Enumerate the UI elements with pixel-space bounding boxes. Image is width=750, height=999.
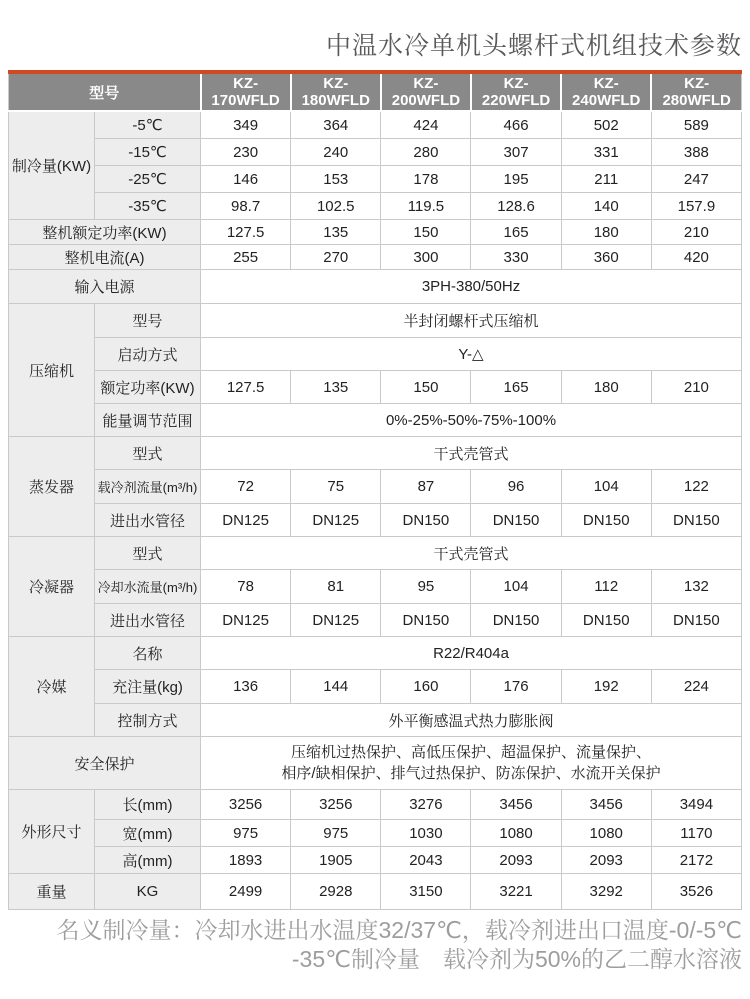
cooling-value: 589 xyxy=(651,111,741,139)
weight-value: 3150 xyxy=(381,874,471,910)
cooling-value: 466 xyxy=(471,111,561,139)
compressor-label: 压缩机 xyxy=(9,304,95,437)
compressor-power-label: 额定功率(KW) xyxy=(95,371,201,404)
cond-pipe-value: DN125 xyxy=(201,604,291,637)
coolant-flow-value: 122 xyxy=(651,470,741,504)
height-value: 2172 xyxy=(651,847,741,874)
coolant-flow-value: 75 xyxy=(291,470,381,504)
cooling-water-flow-value: 81 xyxy=(291,570,381,604)
rated-power-label: 整机额定功率(KW) xyxy=(9,220,201,245)
cooling-row xyxy=(9,193,742,220)
cooling-value: 211 xyxy=(561,166,651,193)
current-value: 270 xyxy=(291,245,381,270)
cooling-temp-label: -25℃ xyxy=(95,166,201,193)
condenser-row xyxy=(9,604,742,637)
height-label: 高(mm) xyxy=(95,847,201,874)
energy-range-value: 0%-25%-50%-75%-100% xyxy=(201,404,742,437)
cooling-value: 240 xyxy=(291,139,381,166)
coolant-flow-value: 72 xyxy=(201,470,291,504)
rated-power-row xyxy=(9,220,742,245)
condenser-label: 冷凝器 xyxy=(9,537,95,637)
refrigerant-name-value: R22/R404a xyxy=(201,637,742,670)
cooling-value: 128.6 xyxy=(471,193,561,220)
evap-pipe-value: DN150 xyxy=(561,504,651,537)
height-value: 1905 xyxy=(291,847,381,874)
evaporator-type-value: 干式壳管式 xyxy=(201,437,742,470)
evaporator-row xyxy=(9,504,742,537)
width-value: 975 xyxy=(201,820,291,847)
dimension-row xyxy=(9,847,742,874)
footnote xyxy=(56,916,742,974)
width-value: 1030 xyxy=(381,820,471,847)
cooling-temp-label: -35℃ xyxy=(95,193,201,220)
model-name: KZ-240WFLD xyxy=(561,74,651,111)
compressor-power-value: 135 xyxy=(291,371,381,404)
cooling-value: 247 xyxy=(651,166,741,193)
dimension-row xyxy=(9,820,742,847)
evaporator-row xyxy=(9,437,742,470)
rated-power-value: 135 xyxy=(291,220,381,245)
evap-pipe-value: DN125 xyxy=(291,504,381,537)
cooling-value: 98.7 xyxy=(201,193,291,220)
rated-power-value: 180 xyxy=(561,220,651,245)
weight-value: 2499 xyxy=(201,874,291,910)
cooling-water-flow-value: 95 xyxy=(381,570,471,604)
height-value: 2093 xyxy=(471,847,561,874)
evaporator-label: 蒸发器 xyxy=(9,437,95,537)
compressor-power-value: 180 xyxy=(561,371,651,404)
rated-power-value: 210 xyxy=(651,220,741,245)
power-supply-label: 输入电源 xyxy=(9,270,201,304)
evaporator-type-label: 型式 xyxy=(95,437,201,470)
cooling-water-flow-value: 132 xyxy=(651,570,741,604)
rated-power-value: 165 xyxy=(471,220,561,245)
cooling-row xyxy=(9,139,742,166)
evap-pipe-value: DN150 xyxy=(651,504,741,537)
refrigerant-row xyxy=(9,637,742,670)
weight-value: 3292 xyxy=(561,874,651,910)
cooling-value: 119.5 xyxy=(381,193,471,220)
compressor-power-value: 127.5 xyxy=(201,371,291,404)
cooling-value: 102.5 xyxy=(291,193,381,220)
length-value: 3456 xyxy=(561,790,651,820)
cond-pipe-value: DN125 xyxy=(291,604,381,637)
condenser-type-label: 型式 xyxy=(95,537,201,570)
evap-pipe-label: 进出水管径 xyxy=(95,504,201,537)
model-header-label: 型号 xyxy=(9,74,201,111)
current-row xyxy=(9,245,742,270)
power-supply-value: 3PH-380/50Hz xyxy=(201,270,742,304)
length-value: 3276 xyxy=(381,790,471,820)
rated-power-value: 150 xyxy=(381,220,471,245)
coolant-flow-value: 104 xyxy=(561,470,651,504)
cond-pipe-value: DN150 xyxy=(651,604,741,637)
cooling-value: 178 xyxy=(381,166,471,193)
length-value: 3256 xyxy=(201,790,291,820)
coolant-flow-label: 载冷剂流量(m³/h) xyxy=(95,470,201,504)
cooling-value: 307 xyxy=(471,139,561,166)
compressor-row xyxy=(9,304,742,338)
cooling-value: 331 xyxy=(561,139,651,166)
current-value: 360 xyxy=(561,245,651,270)
width-value: 1080 xyxy=(561,820,651,847)
model-name: KZ-170WFLD xyxy=(201,74,291,111)
cooling-value: 364 xyxy=(291,111,381,139)
evap-pipe-value: DN125 xyxy=(201,504,291,537)
weight-label: 重量 xyxy=(9,874,95,910)
evap-pipe-value: DN150 xyxy=(381,504,471,537)
compressor-model-label: 型号 xyxy=(95,304,201,338)
width-value: 975 xyxy=(291,820,381,847)
length-label: 长(mm) xyxy=(95,790,201,820)
coolant-flow-value: 87 xyxy=(381,470,471,504)
footnote-line-1: 名义制冷量：冷却水进出水温度32/37℃，载冷剂进出口温度-0/-5℃ xyxy=(56,917,742,943)
safety-value xyxy=(201,737,742,790)
cooling-water-flow-value: 78 xyxy=(201,570,291,604)
condenser-row xyxy=(9,537,742,570)
condenser-type-value: 干式壳管式 xyxy=(201,537,742,570)
cooling-value: 349 xyxy=(201,111,291,139)
cooling-row xyxy=(9,111,742,139)
cooling-value: 388 xyxy=(651,139,741,166)
charge-value: 160 xyxy=(381,670,471,704)
charge-value: 144 xyxy=(291,670,381,704)
compressor-row xyxy=(9,404,742,437)
page-title: 中温水冷单机头螺杆式机组技术参数 xyxy=(325,32,742,60)
compressor-row xyxy=(9,338,742,371)
weight-value: 3221 xyxy=(471,874,561,910)
start-mode-value: Y-△ xyxy=(201,338,742,371)
cond-pipe-value: DN150 xyxy=(471,604,561,637)
compressor-power-value: 210 xyxy=(651,371,741,404)
height-value: 2093 xyxy=(561,847,651,874)
control-mode-value: 外平衡感温式热力膨胀阀 xyxy=(201,704,742,737)
control-mode-label: 控制方式 xyxy=(95,704,201,737)
charge-value: 136 xyxy=(201,670,291,704)
width-value: 1170 xyxy=(651,820,741,847)
height-value: 2043 xyxy=(381,847,471,874)
cooling-value: 280 xyxy=(381,139,471,166)
length-value: 3494 xyxy=(651,790,741,820)
cooling-value: 146 xyxy=(201,166,291,193)
weight-unit: KG xyxy=(95,874,201,910)
length-value: 3256 xyxy=(291,790,381,820)
cooling-value: 153 xyxy=(291,166,381,193)
cooling-value: 157.9 xyxy=(651,193,741,220)
compressor-model-value: 半封闭螺杆式压缩机 xyxy=(201,304,742,338)
cond-pipe-value: DN150 xyxy=(381,604,471,637)
cooling-row xyxy=(9,166,742,193)
cooling-value: 140 xyxy=(561,193,651,220)
coolant-flow-value: 96 xyxy=(471,470,561,504)
compressor-row xyxy=(9,371,742,404)
cond-pipe-label: 进出水管径 xyxy=(95,604,201,637)
condenser-row xyxy=(9,570,742,604)
charge-value: 192 xyxy=(561,670,651,704)
refrigerant-label: 冷媒 xyxy=(9,637,95,737)
charge-value: 224 xyxy=(651,670,741,704)
refrigerant-row xyxy=(9,704,742,737)
weight-row xyxy=(9,874,742,910)
cooling-value: 195 xyxy=(471,166,561,193)
spec-table xyxy=(8,74,742,910)
cooling-value: 502 xyxy=(561,111,651,139)
energy-range-label: 能量调节范围 xyxy=(95,404,201,437)
width-label: 宽(mm) xyxy=(95,820,201,847)
charge-label: 充注量(kg) xyxy=(95,670,201,704)
current-value: 300 xyxy=(381,245,471,270)
cooling-temp-label: -15℃ xyxy=(95,139,201,166)
refrigerant-row xyxy=(9,670,742,704)
compressor-power-value: 150 xyxy=(381,371,471,404)
model-name: KZ-220WFLD xyxy=(471,74,561,111)
model-name: KZ-280WFLD xyxy=(651,74,741,111)
model-name: KZ-180WFLD xyxy=(291,74,381,111)
dimension-row xyxy=(9,790,742,820)
weight-value: 3526 xyxy=(651,874,741,910)
evaporator-row xyxy=(9,470,742,504)
footnote-line-2: -35℃制冷量 载冷剂为50%的乙二醇水溶液 xyxy=(291,946,742,972)
cooling-water-flow-value: 104 xyxy=(471,570,561,604)
cooling-capacity-label: 制冷量(KW) xyxy=(9,111,95,220)
refrigerant-name-label: 名称 xyxy=(95,637,201,670)
dimensions-label: 外形尺寸 xyxy=(9,790,95,874)
current-label: 整机电流(A) xyxy=(9,245,201,270)
compressor-power-value: 165 xyxy=(471,371,561,404)
cooling-value: 424 xyxy=(381,111,471,139)
length-value: 3456 xyxy=(471,790,561,820)
width-value: 1080 xyxy=(471,820,561,847)
current-value: 330 xyxy=(471,245,561,270)
cooling-temp-label: -5℃ xyxy=(95,111,201,139)
cooling-water-flow-value: 112 xyxy=(561,570,651,604)
safety-row xyxy=(9,737,742,790)
start-mode-label: 启动方式 xyxy=(95,338,201,371)
rated-power-value: 127.5 xyxy=(201,220,291,245)
weight-value: 2928 xyxy=(291,874,381,910)
evap-pipe-value: DN150 xyxy=(471,504,561,537)
model-name: KZ-200WFLD xyxy=(381,74,471,111)
power-supply-row xyxy=(9,270,742,304)
cond-pipe-value: DN150 xyxy=(561,604,651,637)
safety-line-2: 相序/缺相保护、排气过热保护、防冻保护、水流开关保护 xyxy=(281,765,661,782)
safety-label: 安全保护 xyxy=(9,737,201,790)
safety-line-1: 压缩机过热保护、高低压保护、超温保护、流量保护、 xyxy=(291,744,652,761)
current-value: 255 xyxy=(201,245,291,270)
cooling-water-flow-label: 冷却水流量(m³/h) xyxy=(95,570,201,604)
charge-value: 176 xyxy=(471,670,561,704)
model-header-row xyxy=(9,74,742,111)
cooling-value: 230 xyxy=(201,139,291,166)
current-value: 420 xyxy=(651,245,741,270)
height-value: 1893 xyxy=(201,847,291,874)
